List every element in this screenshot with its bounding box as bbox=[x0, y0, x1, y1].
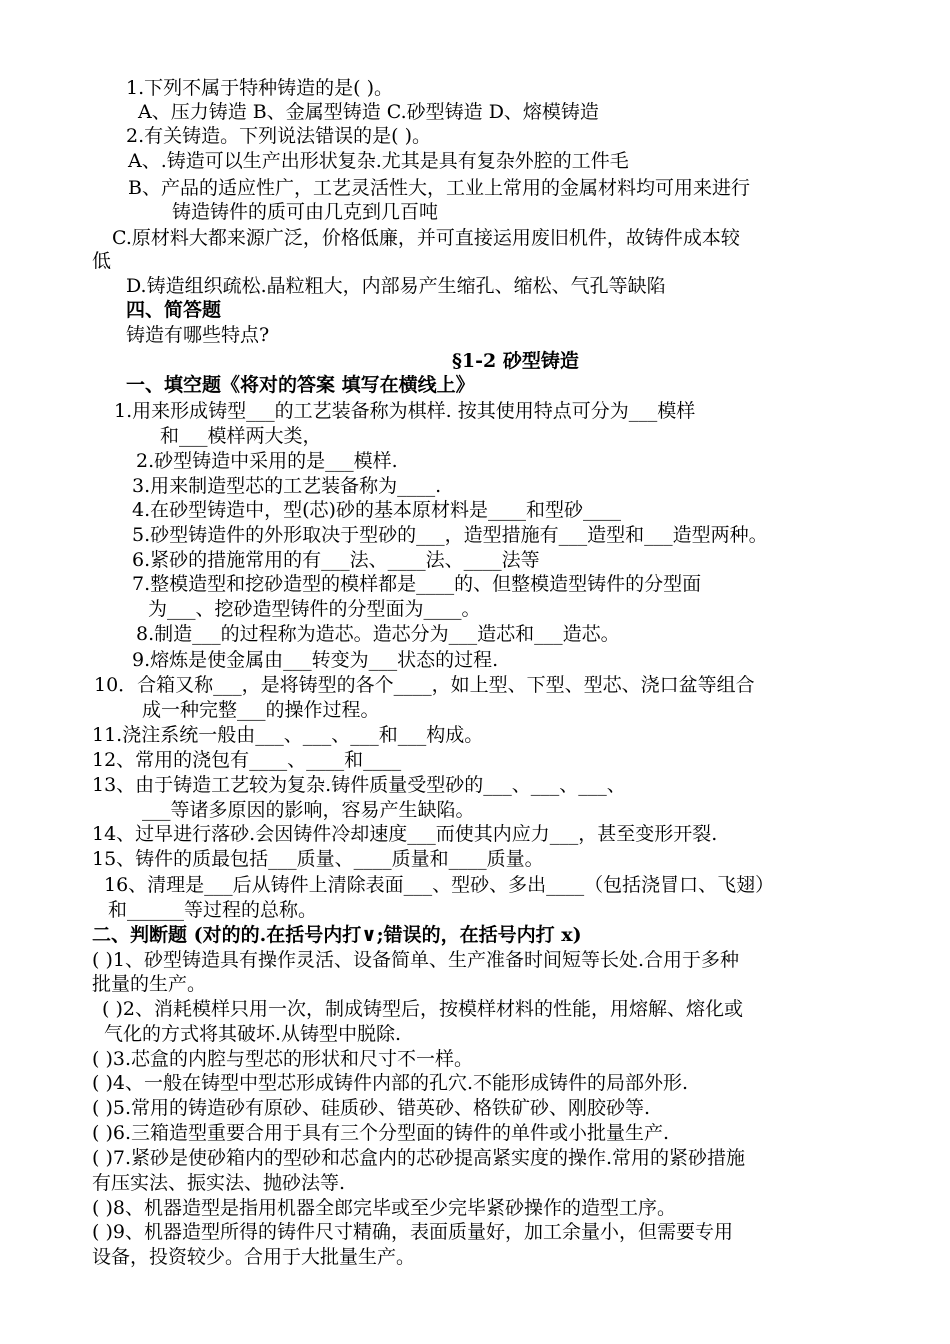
text-line: 设备，投资较少。合用于大批量生产。 bbox=[92, 1246, 416, 1268]
text-line: 8.制造___的过程称为造芯。造芯分为___造芯和___造芯。 bbox=[136, 623, 620, 645]
section-heading: 一、填空题《将对的答案 填写在横线上》 bbox=[126, 374, 475, 396]
text-line: 4.在砂型铸造中，型(芯)砂的基本原材料是____和型砂____ bbox=[132, 499, 621, 521]
section-heading: 二、判断题 (对的的.在括号内打∨;错误的，在括号内打 x) bbox=[92, 924, 582, 946]
text-line: 2.砂型铸造中采用的是___模样. bbox=[136, 450, 398, 472]
text-line: ( )1、砂型铸造具有操作灵活、设备简单、生产准备时间短等长处.合用于多种 bbox=[92, 949, 739, 971]
text-line: 16、清理是___后从铸件上清除表面___、型砂、多出____（包括浇冒口、飞翅） bbox=[104, 874, 775, 896]
text-line: 6.紧砂的措施常用的有___法、____法、____法等 bbox=[132, 549, 540, 571]
text-line: 10．合箱又称___，是将铸型的各个____，如上型、下型、型芯、浇口盆等组合 bbox=[94, 674, 755, 696]
text-line: ( )2、消耗模样只用一次，制成铸型后，按模样材料的性能，用熔解、熔化或 bbox=[102, 998, 743, 1020]
text-line: ( )3.芯盒的内腔与型芯的形状和尺寸不一样。 bbox=[92, 1048, 473, 1070]
text-line: ( )6.三箱造型重要合用于具有三个分型面的铸件的单件或小批量生产. bbox=[92, 1122, 670, 1144]
text-line: 15、铸件的质最包括___质量、____质量和____质量。 bbox=[92, 848, 544, 870]
text-line: B、产品的适应性广，工艺灵活性大，工业上常用的金属材料均可用来进行 bbox=[128, 177, 750, 199]
text-line: 和______等过程的总称。 bbox=[108, 899, 318, 921]
text-line: ( )5.常用的铸造砂有原砂、硅质砂、错英砂、格铁矿砂、刚胶砂等. bbox=[92, 1097, 651, 1119]
text-line: 12、常用的浇包有____、____和____ bbox=[92, 749, 402, 771]
section-heading: §1-2 砂型铸造 bbox=[452, 350, 579, 372]
text-line: 3.用来制造型芯的工艺装备称为____. bbox=[132, 475, 442, 497]
text-line: 批量的生产。 bbox=[92, 973, 207, 995]
text-line: ( )4、一般在铸型中型芯形成铸件内部的孔穴.不能形成铸件的局部外形. bbox=[92, 1072, 689, 1094]
text-line: D.铸造组织疏松.晶粒粗大，内部易产生缩孔、缩松、气孔等缺陷 bbox=[126, 275, 666, 297]
text-line: ___等诸多原因的影响，容易产生缺陷。 bbox=[142, 799, 475, 821]
text-line: 和___模样两大类， bbox=[160, 425, 322, 447]
text-line: 9.熔炼是使金属由___转变为___状态的过程. bbox=[132, 649, 499, 671]
text-line: 有压实法、振实法、抛砂法等. bbox=[92, 1172, 346, 1194]
section-heading: 四、简答题 bbox=[126, 299, 222, 321]
text-line: ( )9、机器造型所得的铸件尺寸精确，表面质量好，加工余量小，但需要专用 bbox=[92, 1221, 733, 1243]
text-line: A、.铸造可以生产出形状复杂.尤其是具有复杂外腔的工件毛 bbox=[128, 150, 629, 172]
text-line: 气化的方式将其破坏.从铸型中脱除. bbox=[104, 1023, 402, 1045]
text-line: 1.用来形成铸型___的工艺装备称为棋样. 按其使用特点可分为___模样 bbox=[114, 400, 696, 422]
text-line: 1.下列不属于特种铸造的是( )。 bbox=[126, 77, 393, 99]
text-line: 铸造铸件的质可由几克到几百吨 bbox=[172, 201, 439, 223]
text-line: 为___、挖砂造型铸件的分型面为____。 bbox=[148, 598, 481, 620]
text-line: C.原材料大都来源广泛，价格低廉，并可直接运用废旧机件，故铸件成本较 bbox=[112, 227, 740, 249]
text-line: ( )7.紧砂是使砂箱内的型砂和芯盒内的芯砂提高紧实度的操作.常用的紧砂措施 bbox=[92, 1147, 746, 1169]
text-line: 2.有关铸造。下列说法错误的是( )。 bbox=[126, 125, 431, 147]
text-line: 5.砂型铸造件的外形取决于型砂的___，造型措施有___造型和___造型两种。 bbox=[132, 524, 768, 546]
text-line: 11.浇注系统一般由___、___、___和___构成。 bbox=[92, 724, 484, 746]
text-line: 成一种完整___的操作过程。 bbox=[142, 699, 380, 721]
text-line: 铸造有哪些特点? bbox=[126, 324, 270, 346]
text-line: 低 bbox=[92, 250, 112, 272]
text-line: A、压力铸造 B、金属型铸造 C.砂型铸造 D、熔模铸造 bbox=[138, 101, 599, 123]
text-line: 7.整模造型和挖砂造型的模样都是____的、但整模造型铸件的分型面 bbox=[132, 573, 702, 595]
text-line: ( )8、机器造型是指用机器全郎完毕或至少完毕紧砂操作的造型工序。 bbox=[92, 1197, 676, 1219]
text-line: 14、过早进行落砂.会因铸件冷却速度___而使其内应力___，甚至变形开裂. bbox=[92, 823, 718, 845]
text-line: 13、由于铸造工艺较为复杂.铸件质量受型砂的___、___、___、 bbox=[92, 774, 626, 796]
